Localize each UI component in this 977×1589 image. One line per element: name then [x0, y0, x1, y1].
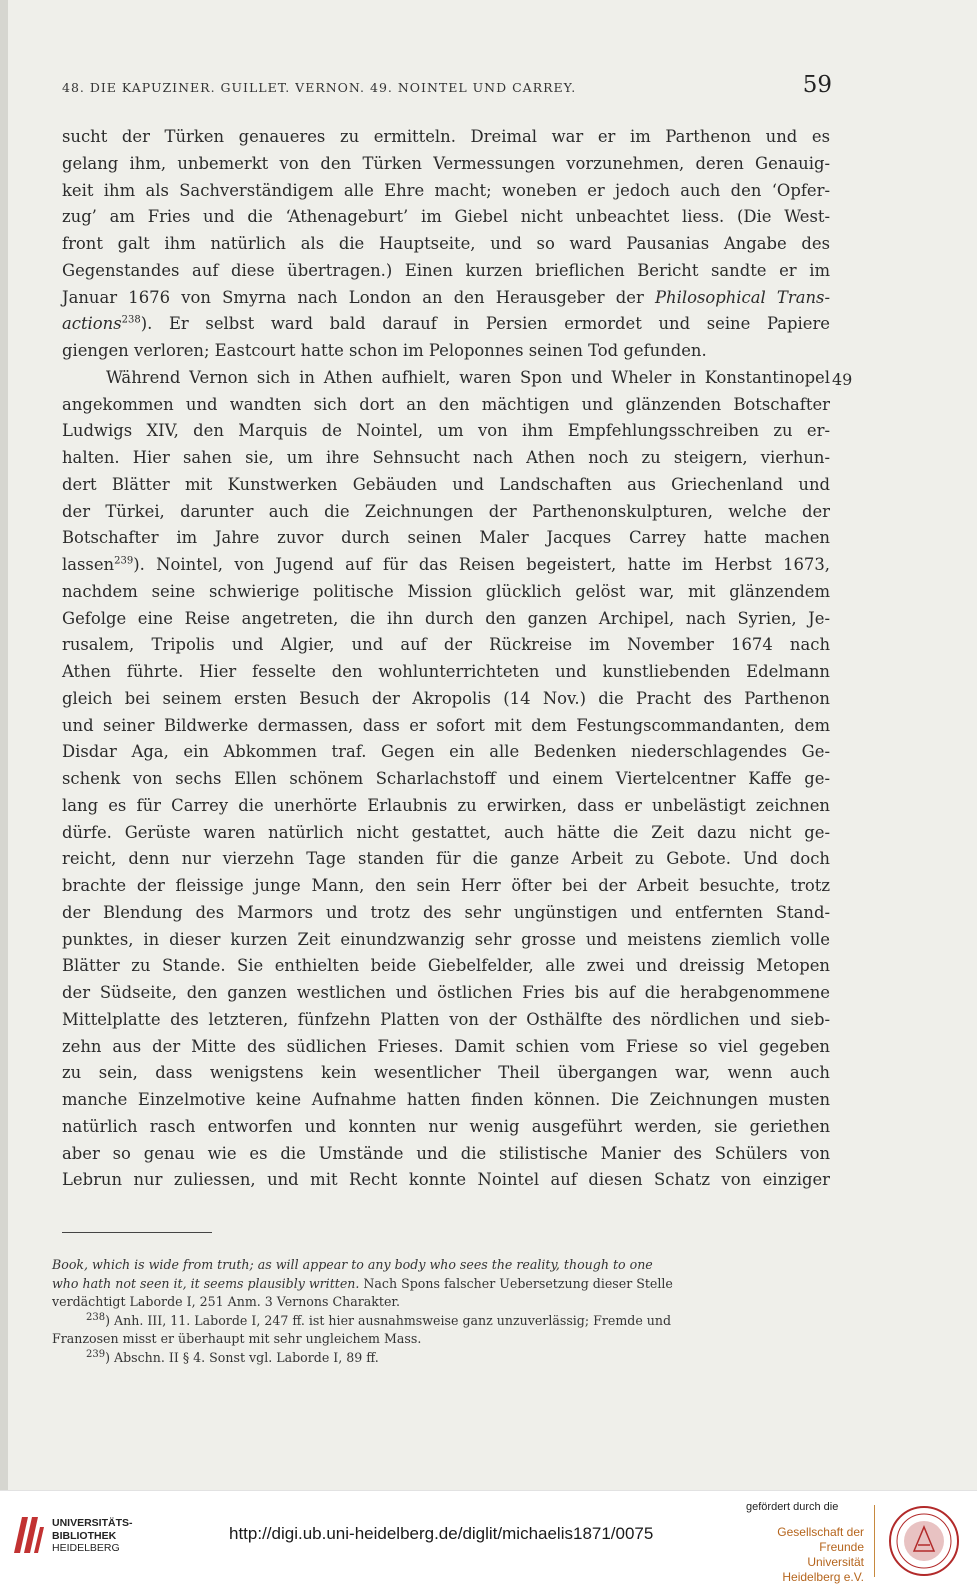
text-line: zehn aus der Mitte des südlichen Frieses. Damit schien vom Friese so viel gegeben [62, 1036, 830, 1056]
page-edge-shadow [0, 0, 8, 1490]
footnote-divider [62, 1232, 212, 1233]
text-line: gelang ihm, unbemerkt von den Türken Vermessungen vorzunehmen, deren Genauig- [62, 153, 830, 173]
text-line: brachte der fleissige junge Mann, den sein Herr öfter bei der Arbeit besuchte, trotz [62, 876, 830, 895]
text-line: Botschafter im Jahre zuvor durch seinen Maler Jacques Carrey hatte machen [62, 528, 830, 548]
text-line: punktes, in dieser kurzen Zeit einundzwanzig sehr grosse und meistens ziemlich volle [62, 929, 830, 949]
text-line: Während Vernon sich in Athen aufhielt, waren Spon und Wheler in Konstantinopel [106, 367, 830, 387]
library-logo-icon [10, 1513, 46, 1557]
footnote-line: Franzosen misst er überhaupt mit sehr ungleichem Mass. [52, 1331, 422, 1346]
text-line: nachdem seine schwierige politische Mission glücklich gelöst war, mit glänzendem [62, 581, 830, 601]
text-line: der Blendung des Marmors und trotz des sehr ungünstigen und entfernten Stand- [62, 902, 830, 922]
text-line: Gefolge eine Reise angetreten, die ihn durch den ganzen Archipel, nach Syrien, Je- [62, 608, 830, 628]
running-header [62, 72, 832, 106]
text-line: zu sein, dass wenigstens kein wesentlicher Theil übergangen war, wenn auch [62, 1063, 830, 1083]
text-line: dürfe. Gerüste waren natürlich nicht gestattet, auch hätte die Zeit dazu nicht ge- [62, 822, 830, 842]
paragraph-2 [62, 365, 830, 1194]
library-name-line: BIBLIOTHEK [52, 1529, 117, 1542]
paragraph-1 [62, 124, 830, 365]
footnote-number: 238 [86, 1311, 106, 1323]
text-line: halten. Hier sahen sie, um ihre Sehnsucht nach Athen noch zu steigern, vierhun- [62, 448, 830, 467]
text-segment: ). Er selbst ward bald darauf in Persien ermordet und seine Papiere [140, 314, 830, 334]
text-line: lang es für Carrey die unerhörte Erlaubnis zu erwirken, dass er unbelästigt zeichnen [62, 795, 830, 815]
footnote-line [52, 1256, 822, 1275]
text-line: und seiner Bildwerke dermassen, dass er sofort mit dem Festungscommandanten, dem [62, 715, 830, 735]
library-name [52, 1517, 133, 1555]
text-segment: ) Anh. III, 11. Laborde I, 247 ff. ist hier ausnahmsweise ganz unzuverlässig; Fremde und [105, 1312, 672, 1328]
text-line: schenk von sechs Ellen schönem Scharlachstoff und einem Viertelcentner Kaffe ge- [62, 769, 830, 788]
text-line: Blätter zu Stande. Sie enthielten beide Giebelfelder, alle zwei und dreissig Metopen [62, 956, 830, 976]
footnote-239 [52, 1349, 822, 1368]
text-line: Lebrun nur zuliessen, und mit Recht konnte Nointel auf diesen Schatz von einziger [62, 1170, 830, 1190]
text-line: Mittelplatte des letzteren, fünfzehn Platten von der Osthälfte des nördlichen und sieb- [62, 1009, 830, 1029]
text-line: natürlich rasch entworfen und konnten nur wenig ausgeführt werden, sie geriethen [62, 1116, 830, 1136]
library-name-line: UNIVERSITÄTS- [52, 1517, 133, 1529]
text-line: Athen führte. Hier fesselte den wohlunterrichteten und kunstliebenden Edelmann [62, 662, 830, 681]
italic-title: Philosophical Trans- [655, 287, 830, 307]
footnote-line: verdächtigt Laborde I, 251 Anm. 3 Vernons Charakter. [52, 1294, 401, 1309]
footnotes [52, 1256, 822, 1367]
text-line [62, 311, 830, 338]
text-segment: ) Abschn. II § 4. Sonst vgl. Laborde I, 89 ff. [105, 1349, 379, 1365]
text-line: sucht der Türken genaueres zu ermitteln. Dreimal war er im Parthenon und es [62, 127, 830, 146]
quote-italic: who hath not seen it, it seems plausibly written. [52, 1275, 360, 1291]
digitization-footer [0, 1490, 977, 1589]
university-seal-icon [888, 1505, 960, 1577]
margin-section-number: 49 [832, 370, 853, 389]
text-line: giengen verloren; Eastcourt hatte schon im Peloponnes seinen Tod gefunden. [62, 341, 707, 360]
text-line: manche Einzelmotive keine Aufnahme hatten finden können. Die Zeichnungen musten [62, 1090, 830, 1109]
text-line: Disdar Aga, ein Abkommen traf. Gegen ein alle Bedenken niederschlagendes Ge- [62, 742, 830, 762]
text-segment: Januar 1676 von Smyrna nach London an den Herausgeber der [62, 287, 644, 307]
page-number: 59 [802, 72, 832, 98]
text-line: zug’ am Fries und die ‘Athenageburt’ im Giebel nicht unbeachtet liess. (Die West- [62, 207, 830, 227]
text-line: Gegenstandes auf diese übertragen.) Einen kurzen brieflichen Bericht sandte er im [62, 260, 830, 280]
italic-title: actions [62, 314, 122, 334]
text-line: der Südseite, den ganzen westlichen und östlichen Fries bis auf die herabgenommene [62, 983, 830, 1002]
sponsor-line: Gesellschaft der Freunde [777, 1525, 864, 1554]
text-line [62, 285, 830, 312]
text-line: angekommen und wandten sich dort an den mächtigen und glänzenden Botschafter [62, 394, 830, 414]
text-line: dert Blätter mit Kunstwerken Gebäuden und Landschaften aus Griechenland und [62, 474, 830, 494]
main-text [62, 124, 830, 1194]
text-segment: ). Nointel, von Jugend auf für das Reisen begeistert, hatte im Herbst 1673, [133, 555, 830, 574]
footnote-238 [52, 1312, 822, 1331]
footnote-number: 239 [86, 1348, 106, 1360]
text-line: keit ihm als Sachverständigem alle Ehre macht; woneben er jedoch auch den ‘Opfer- [62, 180, 830, 200]
library-name-line: HEIDELBERG [52, 1542, 120, 1554]
sponsor-line: Universität Heidelberg e.V. [782, 1555, 864, 1584]
text-line: gleich bei seinem ersten Besuch der Akropolis (14 Nov.) die Pracht des Parthenon [62, 688, 830, 708]
footnote-line [52, 1275, 822, 1294]
quote-italic: Book, which is wide from truth; as will appear to any body who sees the reality, though to one [52, 1257, 653, 1272]
text-line: der Türkei, darunter auch die Zeichnungen der Parthenonskulpturen, welche der [62, 501, 830, 521]
text-line: aber so genau wie es die Umstände und die stilistische Manier des Schülers von [62, 1143, 830, 1163]
sponsor-name [746, 1525, 864, 1585]
permalink-url[interactable]: http://digi.ub.uni-heidelberg.de/diglit/michaelis1871/0075 [229, 1524, 654, 1543]
footnote-ref: 238 [121, 314, 141, 326]
text-segment: Nach Spons falscher Uebersetzung dieser Stelle [359, 1275, 673, 1291]
text-segment: lassen [62, 555, 115, 574]
sponsor-label: gefördert durch die [746, 1501, 839, 1513]
running-title: 48. DIE KAPUZINER. GUILLET. VERNON. 49. NOINTEL UND CARREY. [62, 80, 577, 95]
footnote-ref: 239 [114, 555, 134, 567]
sponsor-divider [874, 1505, 875, 1577]
text-line: reicht, denn nur vierzehn Tage standen für die ganze Arbeit zu Gebote. Und doch [62, 849, 830, 869]
text-line: rusalem, Tripolis und Algier, und auf der Rückreise im November 1674 nach [62, 635, 830, 655]
text-line [62, 552, 830, 579]
text-line: front galt ihm natürlich als die Hauptseite, und so ward Pausanias Angabe des [62, 234, 830, 253]
text-line: Ludwigs XIV, den Marquis de Nointel, um von ihm Empfehlungsschreiben zu er- [62, 421, 830, 441]
